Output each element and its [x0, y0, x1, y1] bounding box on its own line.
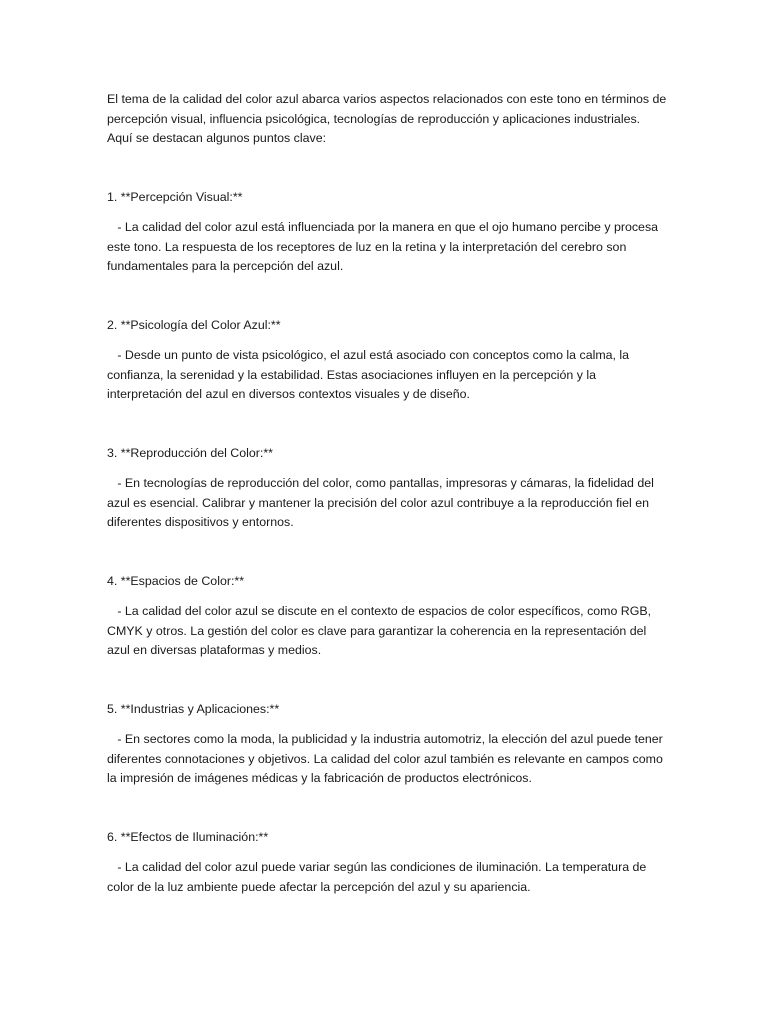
section-body: - La calidad del color azul se discute en el contexto de espacios de color específicos, como RGB, CMYK y otros. La gestión del color es clave para garantizar la coherencia en la representación del azul en diversas plataformas y medios. — [107, 604, 655, 657]
section-body: - En tecnologías de reproducción del color, como pantallas, impresoras y cámaras, la fidelidad del azul es esencial. Calibrar y mantener la precisión del color azul contribuye a la reproducción fiel en diferentes dispositivos y entornos. — [107, 476, 658, 529]
section-3 — [107, 444, 667, 533]
section-1 — [107, 188, 667, 277]
section-4 — [107, 572, 667, 661]
section-heading: 3. **Reproducción del Color:** — [107, 445, 273, 460]
section-heading: 5. **Industrias y Aplicaciones:** — [107, 701, 280, 716]
intro-paragraph: El tema de la calidad del color azul abarca varios aspectos relacionados con este tono en términos de percepción visual, influencia psicológica, tecnologías de reproducción y aplicaciones industriales. Aquí se destacan algunos puntos clave: — [107, 92, 667, 145]
section-heading: 2. **Psicología del Color Azul:** — [107, 317, 281, 332]
section-body: - La calidad del color azul puede variar según las condiciones de iluminación. La temperatura de color de la luz ambiente puede afectar la percepción del azul y su apariencia. — [107, 860, 650, 894]
section-heading: 1. **Percepción Visual:** — [107, 189, 243, 204]
section-6 — [107, 828, 667, 898]
section-heading: 6. **Efectos de Iluminación:** — [107, 829, 269, 844]
section-5 — [107, 700, 667, 789]
section-body: - La calidad del color azul está influenciada por la manera en que el ojo humano percibe y procesa este tono. La respuesta de los receptores de luz en la retina y la interpretación del cerebro son fundamentales para la percepción del azul. — [107, 220, 662, 273]
section-body: - En sectores como la moda, la publicidad y la industria automotriz, la elección del azul puede tener diferentes connotaciones y objetivos. La calidad del color azul también es relevante en campos como la impresión de imágenes médicas y la fabricación de productos electrónicos. — [107, 732, 667, 785]
document-content — [107, 90, 667, 897]
section-2 — [107, 316, 667, 405]
section-body: - Desde un punto de vista psicológico, el azul está asociado con conceptos como la calma, la confianza, la serenidad y la estabilidad. Estas asociaciones influyen en la percepción y la interpretación del azul en diversos contextos visuales y de diseño. — [107, 348, 633, 401]
section-heading: 4. **Espacios de Color:** — [107, 573, 245, 588]
